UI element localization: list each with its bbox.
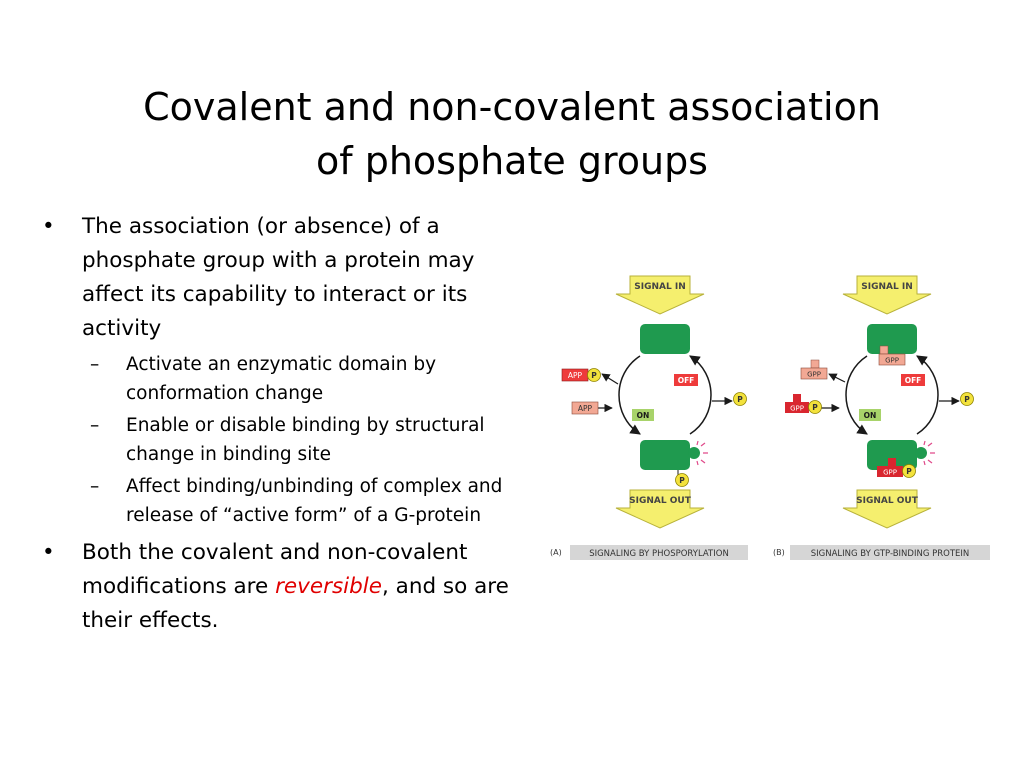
- slide-title-line-1: Covalent and non-covalent association: [143, 85, 881, 129]
- phosphate-label: P: [812, 403, 818, 412]
- phosphate-label: P: [737, 395, 743, 404]
- signal-in-label: SIGNAL IN: [861, 282, 913, 292]
- off-badge: [901, 374, 925, 386]
- phosphate-label: P: [591, 371, 597, 380]
- sub-bullet-item: [40, 472, 530, 530]
- slide-title: [0, 80, 1024, 188]
- gpp-label: GPP: [807, 370, 821, 379]
- panel-b-gtp-binding: [773, 276, 990, 560]
- gpp-label: GPP: [883, 468, 897, 477]
- bullet-item: [40, 536, 530, 638]
- cycle-arrow-left: [619, 356, 640, 434]
- bullet-list: [40, 210, 530, 638]
- gpp-label: GPP: [885, 356, 899, 365]
- cycle-arrow-left: [846, 356, 867, 434]
- bullet-dot-icon: •: [42, 540, 55, 565]
- protein-active: [640, 440, 708, 487]
- free-phosphate: [961, 393, 974, 406]
- signaling-figure: [548, 268, 998, 568]
- on-badge: [859, 409, 881, 421]
- phosphate-label: P: [679, 476, 685, 485]
- signal-in-arrow: [843, 276, 931, 314]
- phosphate-label: P: [906, 467, 912, 476]
- gpp-label: GPP: [790, 404, 804, 413]
- signal-out-arrow: [843, 490, 931, 528]
- sub-bullet-text: Activate an enzymatic domain by conformation change: [126, 354, 437, 404]
- highlight-text: reversible: [275, 574, 382, 599]
- cycle-arrow-right: [690, 356, 711, 434]
- on-label: ON: [636, 411, 650, 420]
- panel-a-phosphorylation: [550, 276, 748, 560]
- signal-out-label: SIGNAL OUT: [856, 496, 918, 506]
- sub-bullet-list: [40, 350, 530, 530]
- slide-title-line-2: of phosphate groups: [316, 139, 708, 183]
- caption-text: SIGNALING BY GTP-BINDING PROTEIN: [810, 549, 970, 559]
- bullet-text-end: , and so are their effects.: [82, 574, 509, 633]
- bullet-item: [40, 210, 530, 346]
- bullet-text: The association (or absence) of a phosphate group with a protein may affect its capability to interact or its activity: [82, 214, 475, 341]
- on-badge: [632, 409, 654, 421]
- cycle-arrow-right: [917, 356, 938, 434]
- protein-active: [867, 440, 935, 478]
- signal-out-label: SIGNAL OUT: [629, 496, 691, 506]
- sub-bullet-text: Enable or disable binding by structural change in binding site: [126, 415, 485, 465]
- sub-bullet-item: [40, 411, 530, 469]
- caption-letter: (B): [773, 548, 785, 557]
- dash-icon: –: [90, 476, 100, 497]
- protein-inactive: [867, 324, 917, 365]
- signal-in-label: SIGNAL IN: [634, 282, 686, 292]
- off-badge: [674, 374, 698, 386]
- gpp-p-input: [785, 394, 822, 414]
- release-arrow: [602, 374, 618, 384]
- app-bottom: [572, 402, 598, 414]
- caption-text: SIGNALING BY PHOSPORYLATION: [589, 549, 729, 559]
- off-label: OFF: [904, 376, 922, 385]
- app-label: APP: [567, 371, 583, 380]
- sub-bullet-item: [40, 350, 530, 408]
- gpp-released: [801, 360, 827, 379]
- protein-inactive: [640, 324, 690, 354]
- bullet-text: Both the covalent and non-covalent modifications are: [82, 540, 468, 599]
- on-label: ON: [863, 411, 877, 420]
- dash-icon: –: [90, 415, 100, 436]
- caption-letter: (A): [550, 548, 562, 557]
- bullet-dot-icon: •: [42, 214, 55, 239]
- app-label: APP: [577, 404, 593, 413]
- app-p-top: [562, 369, 601, 382]
- free-phosphate: [734, 393, 747, 406]
- phosphate-label: P: [964, 395, 970, 404]
- sub-bullet-text: Affect binding/unbinding of complex and release of “active form” of a G-protein: [126, 476, 503, 526]
- release-arrow: [829, 374, 845, 382]
- signal-in-arrow: [616, 276, 704, 314]
- signal-out-arrow: [616, 490, 704, 528]
- dash-icon: –: [90, 354, 100, 375]
- off-label: OFF: [677, 376, 695, 385]
